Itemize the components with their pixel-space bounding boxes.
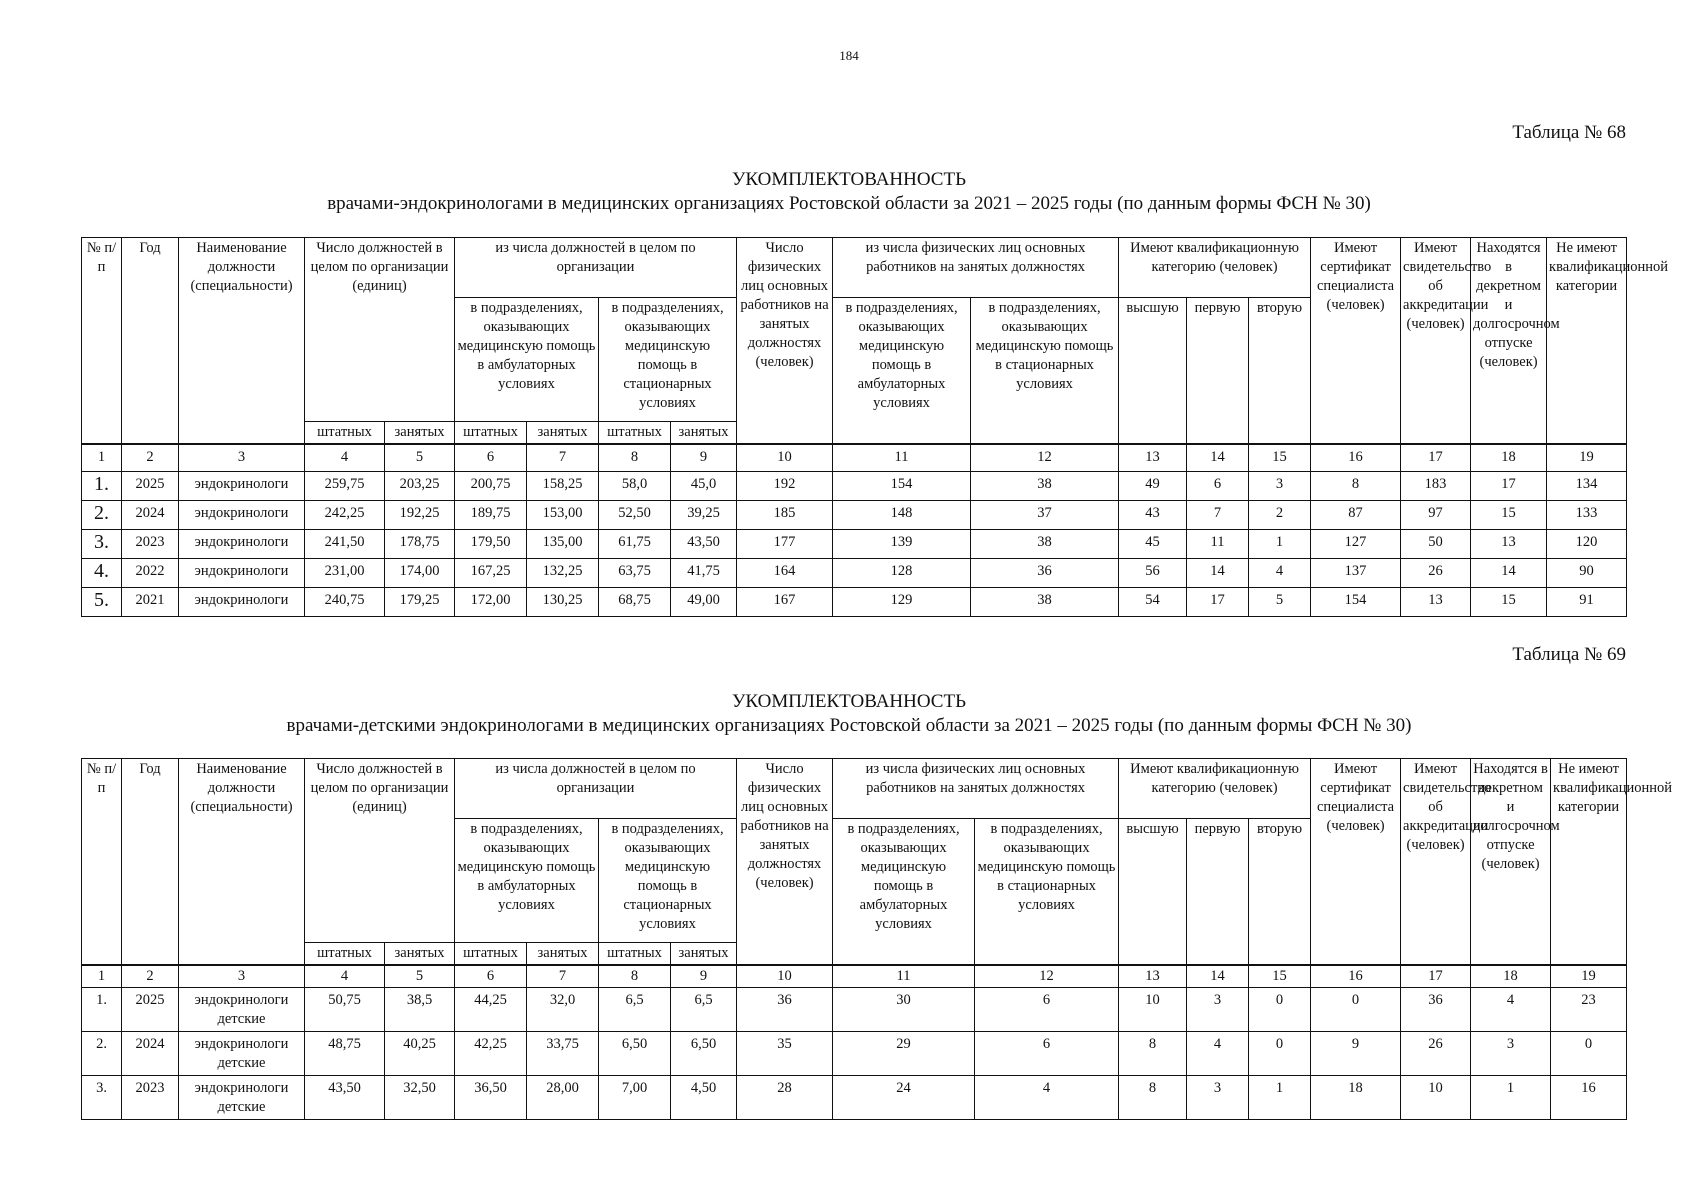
row-value: 0 — [1311, 988, 1401, 1032]
row-value: 153,00 — [527, 500, 599, 529]
row-value: 4 — [1187, 1032, 1249, 1076]
header-qualification: Имеют квалификационную категорию (человек) — [1119, 759, 1311, 819]
row-year: 2024 — [122, 500, 179, 529]
row-value: 6,50 — [671, 1032, 737, 1076]
table-row — [82, 988, 1627, 1032]
row-value: 133 — [1547, 500, 1627, 529]
row-value: 192 — [737, 471, 833, 500]
row-value: 13 — [1471, 529, 1547, 558]
row-value: 242,25 — [305, 500, 385, 529]
row-value: 30 — [833, 988, 975, 1032]
staffing-table — [81, 758, 1673, 1120]
header-staffed: штатных — [599, 943, 671, 966]
column-number: 10 — [737, 965, 833, 988]
table-row — [82, 500, 1627, 529]
row-value: 183 — [1401, 471, 1471, 500]
row-value: 9 — [1311, 1032, 1401, 1076]
row-value: 48,75 — [305, 1032, 385, 1076]
row-value: 172,00 — [455, 587, 527, 616]
header-qual-high: высшую — [1119, 298, 1187, 445]
row-value: 36 — [737, 988, 833, 1032]
row-value: 39,25 — [671, 500, 737, 529]
row-value: 36 — [971, 558, 1119, 587]
row-value: 148 — [833, 500, 971, 529]
row-index: 3. — [82, 529, 122, 558]
column-number: 8 — [599, 965, 671, 988]
row-position-name: эндокринологи — [179, 529, 305, 558]
column-number: 7 — [527, 444, 599, 471]
row-value: 189,75 — [455, 500, 527, 529]
row-value: 50,75 — [305, 988, 385, 1032]
row-position-name: эндокринологи — [179, 587, 305, 616]
row-value: 167 — [737, 587, 833, 616]
header-occupied: занятых — [671, 943, 737, 966]
row-value: 14 — [1471, 558, 1547, 587]
row-value: 36 — [1401, 988, 1471, 1032]
row-value: 128 — [833, 558, 971, 587]
table-row — [82, 558, 1627, 587]
header-occupied: занятых — [527, 422, 599, 445]
column-number: 12 — [975, 965, 1119, 988]
column-number: 11 — [833, 444, 971, 471]
table-row — [82, 1076, 1627, 1120]
column-number-row — [82, 444, 1627, 471]
row-value: 61,75 — [599, 529, 671, 558]
header-year: Год — [122, 238, 179, 445]
column-number: 18 — [1471, 965, 1551, 988]
row-year: 2023 — [122, 1076, 179, 1120]
table-label: Таблица № 68 — [1512, 122, 1626, 143]
row-value: 259,75 — [305, 471, 385, 500]
row-value: 7,00 — [599, 1076, 671, 1120]
row-value: 6,5 — [671, 988, 737, 1032]
column-number: 3 — [179, 444, 305, 471]
header-qual-first: первую — [1187, 298, 1249, 445]
table-subtitle: врачами-эндокринологами в медицинских организациях Ростовской области за 2021 – 2025 годы (по данным формы ФСН № 30) — [327, 193, 1371, 214]
column-number: 19 — [1547, 444, 1627, 471]
row-value: 41,75 — [671, 558, 737, 587]
header-accreditation: Имеют свидетельство об аккредитации (человек) — [1401, 238, 1471, 445]
row-value: 42,25 — [455, 1032, 527, 1076]
column-number: 1 — [82, 444, 122, 471]
row-value: 3 — [1187, 1076, 1249, 1120]
row-value: 28,00 — [527, 1076, 599, 1120]
row-value: 17 — [1471, 471, 1547, 500]
row-value: 2 — [1249, 500, 1311, 529]
row-value: 132,25 — [527, 558, 599, 587]
row-value: 10 — [1119, 988, 1187, 1032]
row-value: 129 — [833, 587, 971, 616]
row-value: 45 — [1119, 529, 1187, 558]
table-row — [82, 1032, 1627, 1076]
row-value: 52,50 — [599, 500, 671, 529]
header-persons-split: из числа физических лиц основных работников на занятых должностях — [833, 238, 1119, 298]
row-index: 2. — [82, 500, 122, 529]
row-value: 17 — [1187, 587, 1249, 616]
row-value: 192,25 — [385, 500, 455, 529]
header-occupied: занятых — [385, 943, 455, 966]
header-staffed: штатных — [599, 422, 671, 445]
page-number: 184 — [839, 48, 859, 63]
row-index: 1. — [82, 988, 122, 1032]
header-persons: Число физических лиц основных работников на занятых должностях (человек) — [737, 238, 833, 445]
row-index: 2. — [82, 1032, 122, 1076]
row-index: 5. — [82, 587, 122, 616]
row-value: 0 — [1551, 1032, 1627, 1076]
header-position-name: Наименование должности (специальности) — [179, 759, 305, 966]
row-value: 43,50 — [671, 529, 737, 558]
header-stationary: в подразделениях, оказывающих медицинскую помощь в стационарных условиях — [599, 819, 737, 943]
row-value: 178,75 — [385, 529, 455, 558]
row-value: 4,50 — [671, 1076, 737, 1120]
row-value: 87 — [1311, 500, 1401, 529]
column-number: 1 — [82, 965, 122, 988]
row-value: 8 — [1119, 1032, 1187, 1076]
header-persons-ambulatory: в подразделениях, оказывающих медицинскую помощь в амбулаторных условиях — [833, 819, 975, 966]
row-value: 127 — [1311, 529, 1401, 558]
header-staffed: штатных — [305, 422, 385, 445]
row-value: 154 — [833, 471, 971, 500]
row-value: 3 — [1249, 471, 1311, 500]
row-value: 49,00 — [671, 587, 737, 616]
header-persons-stationary: в подразделениях, оказывающих медицинскую помощь в стационарных условиях — [971, 298, 1119, 445]
column-number: 2 — [122, 444, 179, 471]
column-number: 3 — [179, 965, 305, 988]
header-staffed: штатных — [455, 943, 527, 966]
row-value: 10 — [1401, 1076, 1471, 1120]
row-value: 38 — [971, 529, 1119, 558]
row-value: 32,50 — [385, 1076, 455, 1120]
row-index: 4. — [82, 558, 122, 587]
table-subtitle: врачами-детскими эндокринологами в медицинских организациях Ростовской области за 2021 – 2025 годы (по данным формы ФСН № 30) — [286, 715, 1412, 736]
row-value: 164 — [737, 558, 833, 587]
header-position-name: Наименование должности (специальности) — [179, 238, 305, 445]
row-value: 1 — [1471, 1076, 1551, 1120]
header-qual-second: вторую — [1249, 819, 1311, 966]
header-stationary: в подразделениях, оказывающих медицинскую помощь в стационарных условиях — [599, 298, 737, 422]
row-year: 2025 — [122, 471, 179, 500]
row-value: 240,75 — [305, 587, 385, 616]
row-value: 185 — [737, 500, 833, 529]
header-accreditation: Имеют свидетельство об аккредитации (человек) — [1401, 759, 1471, 966]
column-number: 9 — [671, 444, 737, 471]
row-value: 6 — [975, 988, 1119, 1032]
row-value: 154 — [1311, 587, 1401, 616]
row-value: 38 — [971, 471, 1119, 500]
row-value: 4 — [1249, 558, 1311, 587]
row-value: 0 — [1249, 1032, 1311, 1076]
row-value: 241,50 — [305, 529, 385, 558]
row-value: 38 — [971, 587, 1119, 616]
row-year: 2023 — [122, 529, 179, 558]
row-value: 3 — [1471, 1032, 1551, 1076]
row-value: 63,75 — [599, 558, 671, 587]
row-value: 40,25 — [385, 1032, 455, 1076]
row-position-name: эндокринологи детские — [179, 1032, 305, 1076]
header-leave: Находятся в декретном и долгосрочном отпуске (человек) — [1471, 759, 1551, 966]
row-value: 6 — [1187, 471, 1249, 500]
row-value: 58,0 — [599, 471, 671, 500]
header-no-category: Не имеют квалификационной категории — [1547, 238, 1627, 445]
column-number: 19 — [1551, 965, 1627, 988]
row-year: 2021 — [122, 587, 179, 616]
row-value: 16 — [1551, 1076, 1627, 1120]
row-year: 2022 — [122, 558, 179, 587]
row-value: 49 — [1119, 471, 1187, 500]
header-certificate: Имеют сертификат специалиста (человек) — [1311, 238, 1401, 445]
row-position-name: эндокринологи детские — [179, 1076, 305, 1120]
header-qual-first: первую — [1187, 819, 1249, 966]
row-value: 45,0 — [671, 471, 737, 500]
column-number: 4 — [305, 444, 385, 471]
column-number: 15 — [1249, 965, 1311, 988]
row-position-name: эндокринологи — [179, 471, 305, 500]
row-value: 50 — [1401, 529, 1471, 558]
row-value: 6 — [975, 1032, 1119, 1076]
row-value: 14 — [1187, 558, 1249, 587]
row-value: 32,0 — [527, 988, 599, 1032]
header-qual-high: высшую — [1119, 819, 1187, 966]
row-value: 179,50 — [455, 529, 527, 558]
column-number: 2 — [122, 965, 179, 988]
row-value: 139 — [833, 529, 971, 558]
header-year: Год — [122, 759, 179, 966]
row-value: 13 — [1401, 587, 1471, 616]
header-num: № п/п — [82, 759, 122, 966]
row-value: 15 — [1471, 587, 1547, 616]
row-position-name: эндокринологи — [179, 500, 305, 529]
header-occupied: занятых — [385, 422, 455, 445]
header-certificate: Имеют сертификат специалиста (человек) — [1311, 759, 1401, 966]
header-persons-split: из числа физических лиц основных работников на занятых должностях — [833, 759, 1119, 819]
header-positions-split: из числа должностей в целом по организации — [455, 759, 737, 819]
header-positions-split: из числа должностей в целом по организации — [455, 238, 737, 298]
table-title: УКОМПЛЕКТОВАННОСТЬ — [731, 169, 966, 190]
row-position-name: эндокринологи детские — [179, 988, 305, 1032]
column-number: 17 — [1401, 965, 1471, 988]
column-number: 18 — [1471, 444, 1547, 471]
row-value: 8 — [1311, 471, 1401, 500]
column-number: 14 — [1187, 444, 1249, 471]
row-value: 26 — [1401, 558, 1471, 587]
row-value: 23 — [1551, 988, 1627, 1032]
header-positions-total: Число должностей в целом по организации (единиц) — [305, 759, 455, 943]
row-position-name: эндокринологи — [179, 558, 305, 587]
column-number: 6 — [455, 444, 527, 471]
row-value: 6,50 — [599, 1032, 671, 1076]
row-value: 158,25 — [527, 471, 599, 500]
row-value: 26 — [1401, 1032, 1471, 1076]
table-title: УКОМПЛЕКТОВАННОСТЬ — [731, 691, 966, 712]
header-persons: Число физических лиц основных работников на занятых должностях (человек) — [737, 759, 833, 966]
row-value: 43,50 — [305, 1076, 385, 1120]
row-value: 54 — [1119, 587, 1187, 616]
table-label: Таблица № 69 — [1512, 644, 1626, 665]
row-value: 97 — [1401, 500, 1471, 529]
row-value: 44,25 — [455, 988, 527, 1032]
row-year: 2024 — [122, 1032, 179, 1076]
row-value: 37 — [971, 500, 1119, 529]
column-number: 17 — [1401, 444, 1471, 471]
table-row — [82, 587, 1627, 616]
row-value: 68,75 — [599, 587, 671, 616]
column-number: 5 — [385, 444, 455, 471]
row-value: 91 — [1547, 587, 1627, 616]
row-value: 135,00 — [527, 529, 599, 558]
row-value: 4 — [1471, 988, 1551, 1032]
row-value: 43 — [1119, 500, 1187, 529]
row-value: 0 — [1249, 988, 1311, 1032]
header-qual-second: вторую — [1249, 298, 1311, 445]
column-number-row — [82, 965, 1627, 988]
row-value: 33,75 — [527, 1032, 599, 1076]
column-number: 7 — [527, 965, 599, 988]
row-value: 231,00 — [305, 558, 385, 587]
row-value: 174,00 — [385, 558, 455, 587]
row-value: 137 — [1311, 558, 1401, 587]
column-number: 11 — [833, 965, 975, 988]
row-value: 28 — [737, 1076, 833, 1120]
row-value: 134 — [1547, 471, 1627, 500]
row-year: 2025 — [122, 988, 179, 1032]
header-no-category: Не имеют квалификационной категории — [1551, 759, 1627, 966]
row-value: 7 — [1187, 500, 1249, 529]
column-number: 8 — [599, 444, 671, 471]
column-number: 4 — [305, 965, 385, 988]
header-persons-ambulatory: в подразделениях, оказывающих медицинскую помощь в амбулаторных условиях — [833, 298, 971, 445]
row-value: 6,5 — [599, 988, 671, 1032]
column-number: 9 — [671, 965, 737, 988]
row-value: 18 — [1311, 1076, 1401, 1120]
column-number: 14 — [1187, 965, 1249, 988]
row-value: 167,25 — [455, 558, 527, 587]
header-num: № п/п — [82, 238, 122, 445]
column-number: 16 — [1311, 444, 1401, 471]
row-value: 1 — [1249, 1076, 1311, 1120]
row-index: 1. — [82, 471, 122, 500]
row-value: 177 — [737, 529, 833, 558]
row-value: 35 — [737, 1032, 833, 1076]
row-value: 56 — [1119, 558, 1187, 587]
row-value: 1 — [1249, 529, 1311, 558]
row-value: 29 — [833, 1032, 975, 1076]
row-value: 15 — [1471, 500, 1547, 529]
staffing-table — [81, 237, 1669, 617]
row-value: 203,25 — [385, 471, 455, 500]
column-number: 6 — [455, 965, 527, 988]
row-value: 5 — [1249, 587, 1311, 616]
header-ambulatory: в подразделениях, оказывающих медицинскую помощь в амбулаторных условиях — [455, 298, 599, 422]
header-persons-stationary: в подразделениях, оказывающих медицинскую помощь в стационарных условиях — [975, 819, 1119, 966]
row-value: 3 — [1187, 988, 1249, 1032]
header-qualification: Имеют квалификационную категорию (человек) — [1119, 238, 1311, 298]
row-value: 24 — [833, 1076, 975, 1120]
header-ambulatory: в подразделениях, оказывающих медицинскую помощь в амбулаторных условиях — [455, 819, 599, 943]
row-value: 179,25 — [385, 587, 455, 616]
row-value: 36,50 — [455, 1076, 527, 1120]
row-value: 200,75 — [455, 471, 527, 500]
header-staffed: штатных — [305, 943, 385, 966]
column-number: 10 — [737, 444, 833, 471]
header-positions-total: Число должностей в целом по организации (единиц) — [305, 238, 455, 422]
table-row — [82, 471, 1627, 500]
column-number: 13 — [1119, 444, 1187, 471]
column-number: 13 — [1119, 965, 1187, 988]
column-number: 15 — [1249, 444, 1311, 471]
row-value: 130,25 — [527, 587, 599, 616]
row-value: 11 — [1187, 529, 1249, 558]
header-leave: Находятся в декретном и долгосрочном отпуске (человек) — [1471, 238, 1547, 445]
header-occupied: занятых — [527, 943, 599, 966]
row-value: 120 — [1547, 529, 1627, 558]
header-staffed: штатных — [455, 422, 527, 445]
column-number: 5 — [385, 965, 455, 988]
table-row — [82, 529, 1627, 558]
row-value: 90 — [1547, 558, 1627, 587]
column-number: 12 — [971, 444, 1119, 471]
header-occupied: занятых — [671, 422, 737, 445]
row-value: 8 — [1119, 1076, 1187, 1120]
column-number: 16 — [1311, 965, 1401, 988]
row-value: 4 — [975, 1076, 1119, 1120]
row-index: 3. — [82, 1076, 122, 1120]
row-value: 38,5 — [385, 988, 455, 1032]
